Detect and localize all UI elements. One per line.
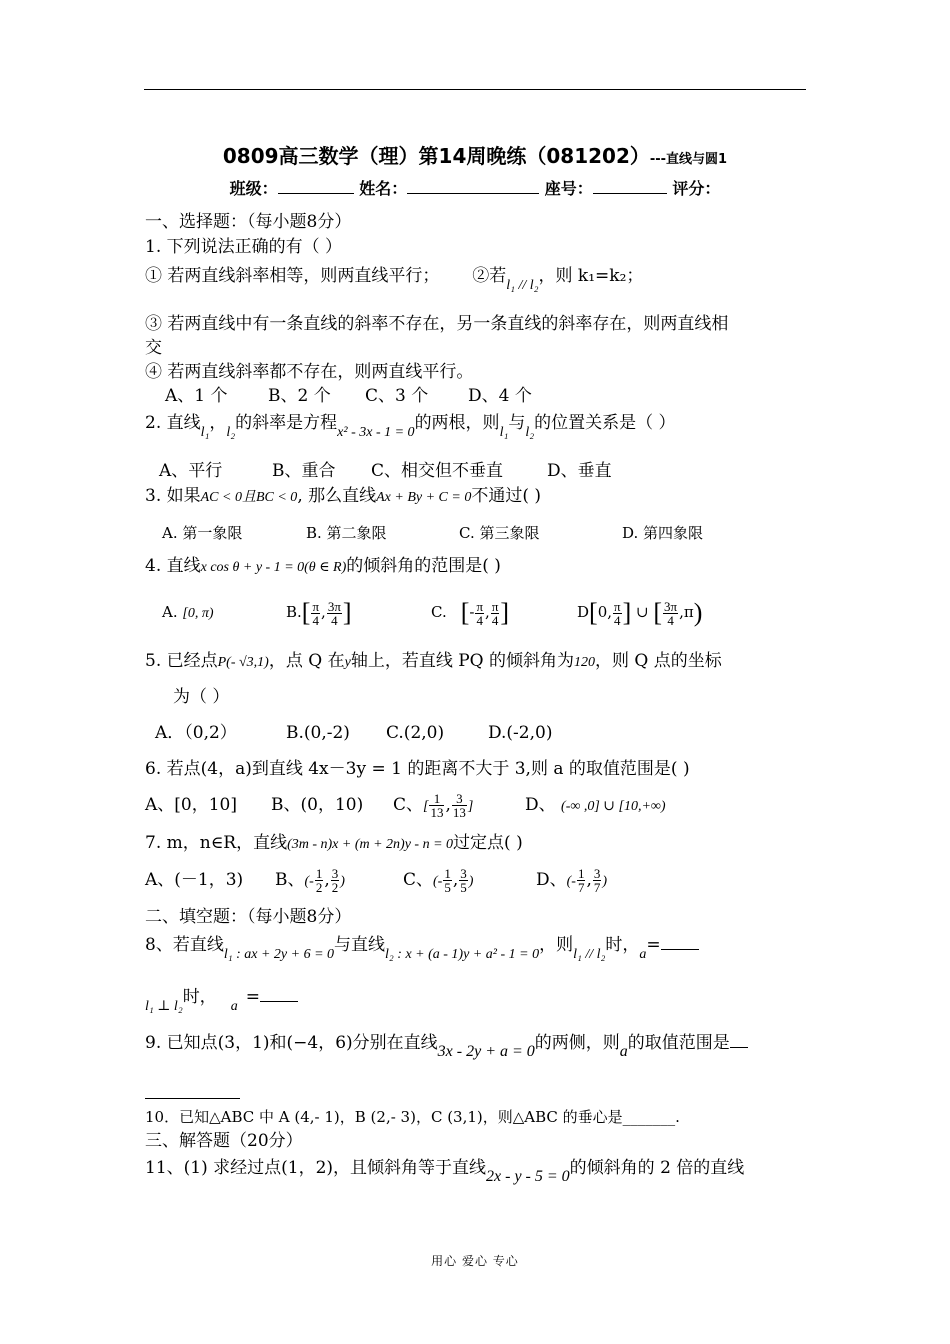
- page-title: [0, 140, 950, 169]
- q2-equation: x² - 3x - 1 = 0: [337, 425, 415, 440]
- q8-perpendicular: l₁ ⊥ l₂: [145, 999, 183, 1014]
- q4-option-c-label: C.: [431, 603, 447, 621]
- q3-text-2: , 那么直线: [297, 486, 377, 506]
- q8-answer-blank-2[interactable]: [260, 991, 298, 1002]
- q7-line: (3m - n)x + (m + 2n)y - n = 0: [287, 837, 454, 852]
- q5-text-3: 轴上，若直线 PQ 的倾斜角为: [350, 651, 575, 671]
- q9-answer-blank[interactable]: [730, 1035, 748, 1048]
- q7-options: [145, 863, 607, 899]
- q5-point: P(- √3,1): [217, 655, 269, 670]
- q1-option-b: B、2 个: [268, 386, 331, 406]
- q7-option-d: D、(- $\frac{1}{7}$ , $\frac{3}{7}$ ): [536, 866, 608, 895]
- q1-s2-suffix: ，则 k₁=k₂；: [538, 266, 644, 286]
- q5-option-d: D.(-2,0): [488, 723, 553, 743]
- section3-heading: 三、解答题（20分）: [145, 1131, 303, 1151]
- q6-options: [145, 788, 666, 824]
- q9-stem: [145, 1032, 748, 1060]
- q8-line-2: [145, 986, 298, 1014]
- q8-line-1: [145, 934, 699, 962]
- q4-options: [162, 590, 702, 634]
- q8-l2: l₂ : x + (a - 1)y + a² - 1 = 0: [385, 947, 540, 962]
- q6-option-b: B、(0，10): [271, 795, 364, 815]
- q8-text-3: ，则: [539, 935, 574, 955]
- section2-heading: 二、填空题：（每小题8分）: [145, 907, 352, 927]
- name-blank: [407, 177, 539, 194]
- title-subtitle: ---直线与圆1: [649, 152, 728, 167]
- q7-option-d-label: D、: [536, 870, 567, 890]
- q4-option-b-label: B.: [286, 603, 302, 621]
- score-label: 评分：: [672, 179, 721, 198]
- q9-text-3: 的取值范围是: [627, 1033, 730, 1053]
- q3-text-3: 不通过( ): [471, 486, 542, 506]
- q6-option-a: A、[0，10]: [145, 795, 237, 815]
- q8-text-7: =: [245, 987, 260, 1007]
- q4-line: x cos θ + y - 1 = 0(θ ∈ R): [200, 560, 347, 575]
- q7-text-1: 7. m，n∈R，直线: [145, 833, 288, 853]
- q11-line: 2x - y - 5 = 0: [486, 1168, 570, 1185]
- title-text: 0809高三数学（理）第14周晚练（081202）: [222, 144, 650, 168]
- q4-text-1: 4. 直线: [145, 556, 201, 576]
- q4-option-c: C. [- $\frac{\pi}{4}$ , $\frac{\pi}{4}$ ]: [431, 598, 510, 628]
- q1-stem: 1. 下列说法正确的有（ ）: [145, 237, 343, 257]
- seat-label: 座号：: [544, 179, 593, 198]
- q3-condition: AC < 0且BC < 0: [200, 490, 298, 505]
- q7-stem: [145, 832, 523, 856]
- q5-text-1: 5. 已经点: [145, 651, 218, 671]
- q7-option-b-label: B、: [275, 870, 305, 890]
- q2-l1: l₁: [200, 425, 210, 440]
- q2-option-d: D、垂直: [547, 461, 612, 481]
- q7-option-b: B、(- $\frac{1}{2}$ , $\frac{3}{2}$ ): [275, 866, 345, 895]
- q4-stem: [145, 555, 501, 579]
- q6-option-c: C、[ $\frac{1}{13}$ , $\frac{3}{13}$ ]: [393, 791, 474, 820]
- q1-s3a: ③ 若两直线中有一条直线的斜率不存在，另一条直线的斜率存在，则两直线相: [145, 314, 729, 334]
- q2-options: [159, 460, 612, 482]
- class-blank: [278, 177, 354, 194]
- q6-option-c-label: C、: [393, 795, 424, 815]
- q5-text-2: ，点 Q 在: [268, 651, 345, 671]
- q3-option-a: A. 第一象限: [162, 524, 243, 542]
- q2-text-3: 的斜率是方程: [235, 413, 338, 433]
- q9-a: a: [619, 1043, 628, 1060]
- q4-option-a-label: A.: [162, 603, 178, 621]
- q8-text-6: 时，: [182, 987, 217, 1007]
- q5-axis: y: [344, 655, 351, 670]
- q11-stem: [145, 1157, 745, 1185]
- q7-text-2: 过定点( ): [453, 833, 523, 853]
- q6-stem: 6. 若点(4，a)到直线 4x－3y = 1 的距离不大于 3,则 a 的取值范围是( ): [145, 759, 690, 779]
- section1-heading: 一、选择题：（每小题8分）: [145, 212, 352, 232]
- q9-line: 3x - 2y + a = 0: [437, 1043, 535, 1060]
- student-info-line: [0, 176, 950, 199]
- q5-angle: 120: [574, 655, 596, 670]
- q2-option-c: C、相交但不垂直: [371, 461, 504, 481]
- q9-text-1: 9. 已知点(3，1)和(−4，6)分别在直线: [145, 1033, 438, 1053]
- q2-text-5: 与: [508, 413, 526, 433]
- class-label: 班级：: [229, 179, 278, 198]
- q1-s2-math: l₁ // l₂: [506, 278, 539, 293]
- q3-option-b: B. 第二象限: [306, 524, 387, 542]
- header-rule: [144, 89, 806, 90]
- q1-option-c: C、3 个: [365, 386, 429, 406]
- q5-options: [155, 722, 552, 744]
- seat-blank: [593, 177, 667, 194]
- q2-text-6: 的位置关系是（ ）: [534, 413, 676, 433]
- q1-option-d: D、4 个: [468, 386, 532, 406]
- q3-line: Ax + By + C = 0: [376, 490, 472, 505]
- q5-option-c: C.(2,0): [386, 723, 445, 743]
- q8-text-5: =: [646, 935, 661, 955]
- q2-stem: [145, 412, 676, 440]
- q5-stem-cont: 为（ ）: [173, 687, 230, 707]
- q4-option-a: [162, 590, 286, 636]
- q3-options: [162, 522, 703, 544]
- q2-option-a: A、平行: [159, 461, 223, 481]
- q11-text-2: 的倾斜角的 2 倍的直线: [569, 1158, 745, 1178]
- q6-option-d-label: D、: [525, 795, 556, 815]
- q1-options: [165, 385, 532, 407]
- q9-text-2: 的两侧，则: [534, 1033, 620, 1053]
- q4-option-a-interval: [0, π): [182, 606, 214, 621]
- q1-s1: ① 若两直线斜率相等，则两直线平行；: [145, 266, 440, 286]
- q2-option-b: B、重合: [272, 461, 336, 481]
- q2-l2b: l₂: [525, 425, 535, 440]
- q8-answer-blank-1[interactable]: [661, 939, 699, 950]
- q8-a1: a: [639, 947, 647, 962]
- q1-option-a: A、1 个: [165, 386, 228, 406]
- q8-a2: a: [230, 999, 238, 1014]
- q10-stem: 10．已知△ABC 中 A (4,- 1)，B (2,- 3)，C (3,1)，则△ABC 的垂心是_______.: [145, 1108, 680, 1126]
- q7-option-a: A、(－1，3): [145, 870, 244, 890]
- q1-s2-prefix: ②若: [472, 266, 507, 286]
- q6-option-d: D、 (-∞ ,0] ∪ [10,+∞): [525, 795, 666, 815]
- name-label: 姓名：: [359, 179, 408, 198]
- q7-option-c: C、(- $\frac{1}{5}$ , $\frac{3}{5}$ ): [403, 866, 474, 895]
- q1-s4: ④ 若两直线斜率都不存在，则两直线平行。: [145, 362, 474, 382]
- q1-statement-1-2: [145, 265, 644, 293]
- q3-stem: [145, 485, 541, 509]
- q2-text-2: ，: [209, 413, 227, 433]
- q5-option-b: B.(0,-2): [286, 723, 350, 743]
- page-footer: 用心 爱心 专心: [431, 1254, 519, 1268]
- q8-text-2: 与直线: [334, 935, 386, 955]
- q8-parallel: l₁ // l₂: [573, 947, 606, 962]
- q8-text-4: 时，: [605, 935, 640, 955]
- q5-stem: [145, 650, 722, 674]
- q3-option-c: C. 第三象限: [459, 524, 540, 542]
- q3-option-d: D. 第四象限: [622, 524, 704, 542]
- q8-text-1: 8、若直线: [145, 935, 224, 955]
- q5-option-a: A．（0,2）: [155, 723, 237, 743]
- q4-option-d: D[0, $\frac{\pi}{4}$ ] ∪ [ $\frac{3\pi}{4}$ ,π): [577, 598, 703, 628]
- q5-text-4: ，则 Q 点的坐标: [595, 651, 722, 671]
- q9-answer-blank-cont[interactable]: [145, 1098, 240, 1099]
- q2-l1b: l₁: [499, 425, 509, 440]
- q8-l1: l₁ : ax + 2y + 6 = 0: [223, 947, 335, 962]
- q2-l2: l₂: [226, 425, 236, 440]
- q11-text-1: 11、(1) 求经过点(1，2)，且倾斜角等于直线: [145, 1158, 487, 1178]
- q4-option-b: B.[ $\frac{\pi}{4}$ , $\frac{3\pi}{4}$ ]: [286, 598, 352, 628]
- q2-text-1: 2. 直线: [145, 413, 201, 433]
- q4-option-d-label: D: [577, 603, 590, 621]
- q3-text-1: 3. 如果: [145, 486, 201, 506]
- q4-text-2: 的倾斜角的范围是( ): [346, 556, 501, 576]
- q2-text-4: 的两根，则: [414, 413, 500, 433]
- q1-s3b: 交: [145, 338, 162, 358]
- q7-option-c-label: C、: [403, 870, 434, 890]
